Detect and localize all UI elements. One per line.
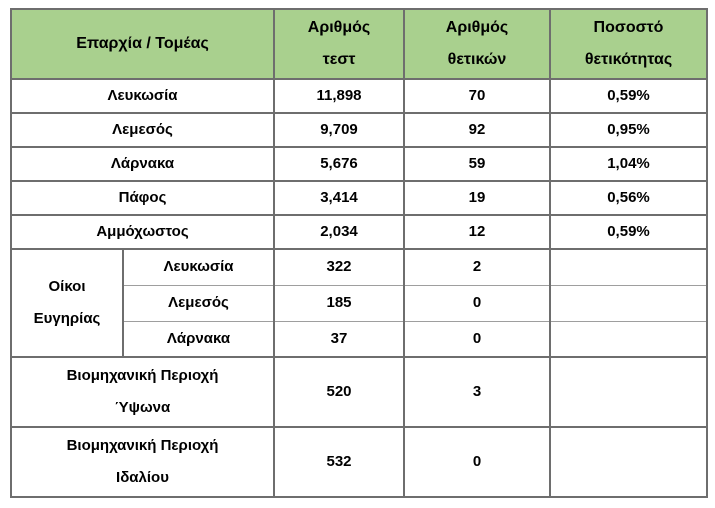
table-row-nursing-lefkosia	[11, 249, 707, 285]
positives-cell: 0	[404, 285, 550, 321]
header-tests: Αριθμός τεστ	[274, 9, 404, 79]
positives-cell: 12	[404, 215, 550, 249]
tests-cell: 5,676	[274, 147, 404, 181]
area-cell: Λευκωσία	[123, 249, 274, 285]
positives-cell: 19	[404, 181, 550, 215]
area-cell: Αμμόχωστος	[11, 215, 274, 249]
positives-cell: 2	[404, 249, 550, 285]
area-cell: Λάρνακα	[11, 147, 274, 181]
rate-cell: 0,59%	[550, 79, 707, 113]
header-positivity-rate: Ποσοστό θετικότητας	[550, 9, 707, 79]
tests-cell: 9,709	[274, 113, 404, 147]
table-row-ammochostos	[11, 215, 707, 249]
positives-cell: 70	[404, 79, 550, 113]
area-cell: Λεμεσός	[123, 285, 274, 321]
table-row-pafos	[11, 181, 707, 215]
rate-cell: 0,95%	[550, 113, 707, 147]
tests-cell: 185	[274, 285, 404, 321]
table-row-industrial-ypsonas	[11, 357, 707, 427]
area-cell: Βιομηχανική Περιοχή Ύψωνα	[11, 357, 274, 427]
positives-cell: 92	[404, 113, 550, 147]
positives-cell: 0	[404, 427, 550, 497]
area-cell: Βιομηχανική Περιοχή Ιδαλίου	[11, 427, 274, 497]
table-row-larnaka	[11, 147, 707, 181]
tests-cell: 11,898	[274, 79, 404, 113]
header-area: Επαρχία / Τομέας	[11, 9, 274, 79]
table-row-industrial-idaliou	[11, 427, 707, 497]
positives-cell: 0	[404, 321, 550, 357]
covid-tests-by-district-table	[10, 8, 708, 498]
header-positives: Αριθμός θετικών	[404, 9, 550, 79]
tests-cell: 3,414	[274, 181, 404, 215]
rate-cell: 1,04%	[550, 147, 707, 181]
rate-cell: 0,59%	[550, 215, 707, 249]
tests-cell: 2,034	[274, 215, 404, 249]
tests-cell: 37	[274, 321, 404, 357]
rate-cell	[550, 321, 707, 357]
area-cell: Λευκωσία	[11, 79, 274, 113]
rate-cell	[550, 249, 707, 285]
area-cell: Πάφος	[11, 181, 274, 215]
tests-cell: 532	[274, 427, 404, 497]
table-row-lemesos	[11, 113, 707, 147]
tests-cell: 322	[274, 249, 404, 285]
header-row	[11, 9, 707, 79]
nursing-homes-group-cell: Οίκοι Ευγηρίας	[11, 249, 123, 357]
rate-cell	[550, 357, 707, 427]
positives-cell: 59	[404, 147, 550, 181]
area-cell: Λεμεσός	[11, 113, 274, 147]
tests-cell: 520	[274, 357, 404, 427]
positives-cell: 3	[404, 357, 550, 427]
area-cell: Λάρνακα	[123, 321, 274, 357]
rate-cell	[550, 427, 707, 497]
rate-cell	[550, 285, 707, 321]
table-row-lefkosia	[11, 79, 707, 113]
rate-cell: 0,56%	[550, 181, 707, 215]
